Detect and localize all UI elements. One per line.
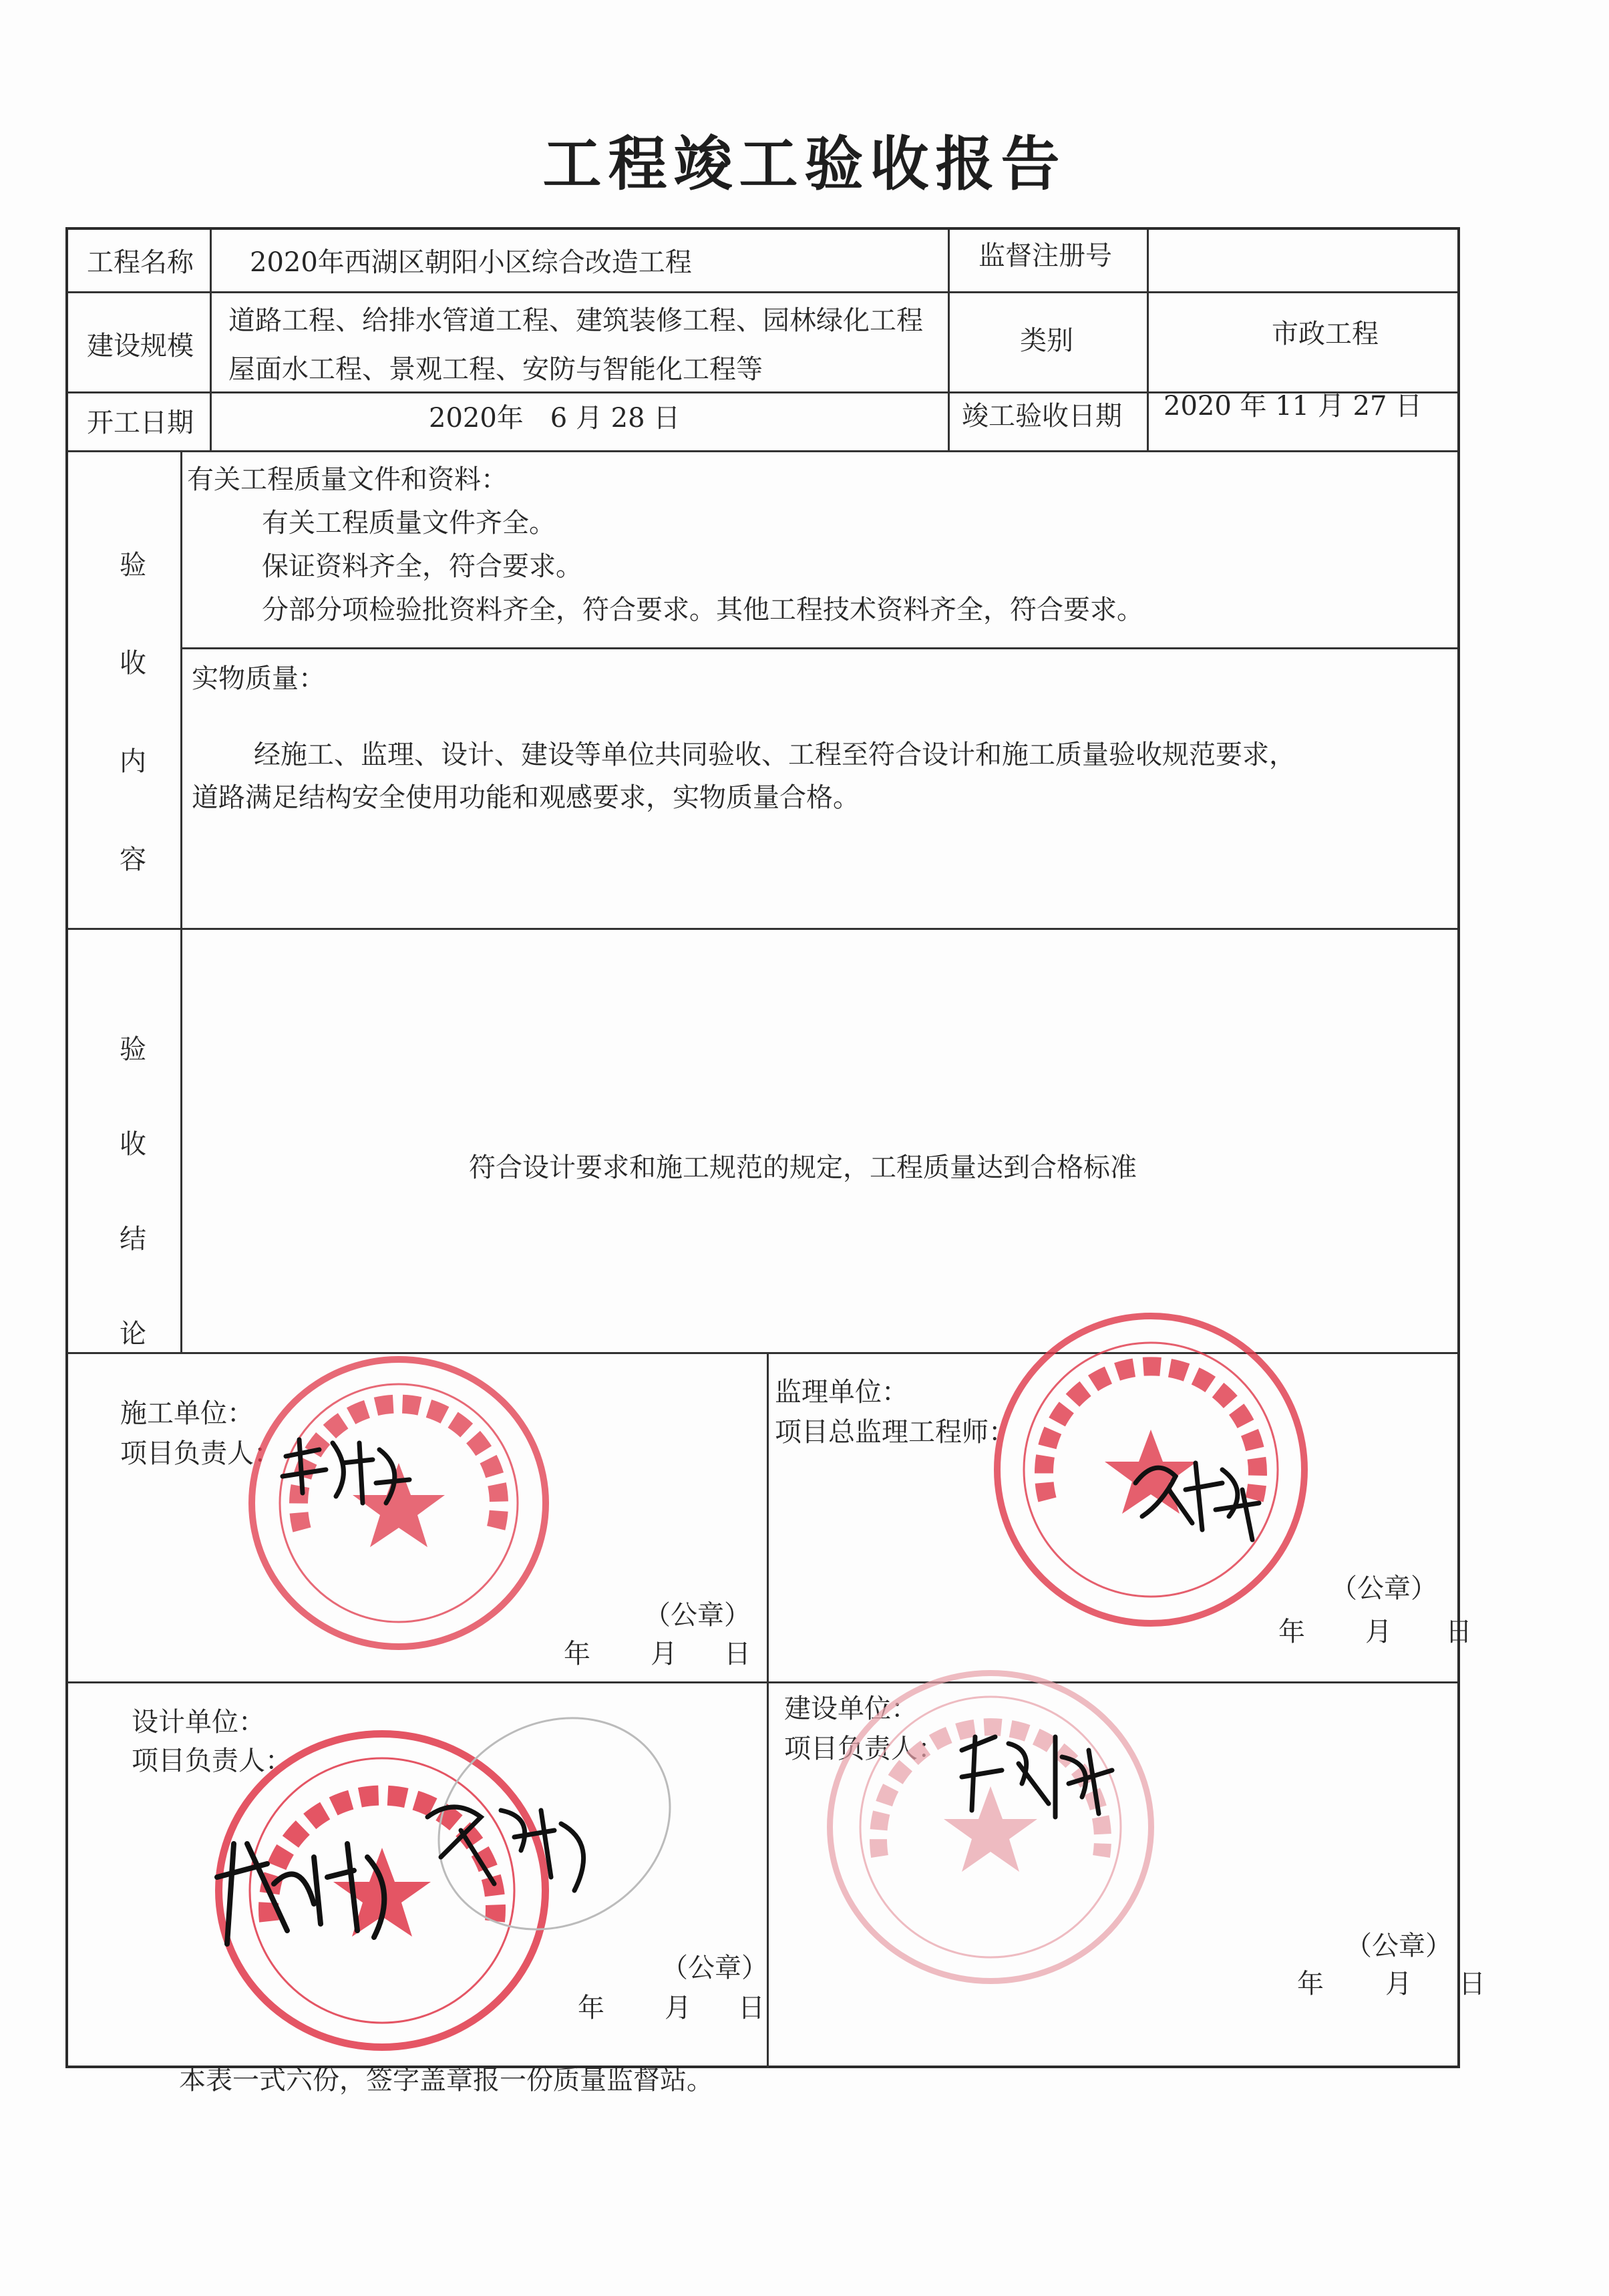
side-char: 收: [120, 1129, 146, 1160]
project-name-value: 2020年西湖区朝阳小区综合改造工程: [250, 247, 692, 278]
design-unit-label: 设计单位：: [132, 1707, 265, 1738]
supervision-unit-label: 监理单位：: [775, 1377, 908, 1408]
start-date-label: 开工日期: [87, 407, 194, 438]
design-signature-second: [421, 1790, 601, 1897]
footnote: 本表一式六份，签字盖章报一份质量监督站。: [179, 2065, 713, 2096]
design-person-label: 项目负责人：: [132, 1746, 292, 1776]
supervision-reg-label: 监督注册号: [978, 240, 1112, 271]
side-char: 验: [120, 550, 146, 581]
owner-year: 年: [1297, 1969, 1324, 1999]
docs-line-3: 分部分项检验批资料齐全，符合要求。其他工程技术资料齐全，符合要求。: [262, 595, 1143, 625]
col-divider: [948, 230, 950, 450]
row-divider: [68, 450, 1457, 452]
owner-month: 月: [1385, 1969, 1412, 1999]
page-title: 工程竣工验收报告: [542, 129, 1067, 198]
owner-seal-label: （公章）: [1345, 1931, 1452, 1961]
completion-date-value: 2020 年 11 月 27 日: [1164, 391, 1423, 422]
owner-signature: [955, 1724, 1115, 1824]
supervision-year: 年: [1278, 1617, 1305, 1647]
side-char: 结: [120, 1224, 146, 1255]
row-divider: [68, 291, 1457, 293]
construction-person-label: 项目负责人：: [120, 1438, 281, 1469]
docs-line-1: 有关工程质量文件齐全。: [262, 508, 556, 538]
docs-line-2: 保证资料齐全，符合要求。: [262, 551, 582, 582]
owner-unit-label: 建设单位：: [784, 1693, 918, 1724]
category-label: 类别: [1020, 325, 1073, 356]
design-day: 日: [738, 1993, 765, 2023]
construction-month: 月: [651, 1639, 677, 1669]
docs-heading: 有关工程质量文件和资料：: [187, 464, 508, 495]
design-year: 年: [578, 1993, 604, 2023]
physical-line-1: 经施工、监理、设计、建设等单位共同验收、工程至符合设计和施工质量验收规范要求，: [254, 740, 1296, 770]
physical-line-2: 道路满足结构安全使用功能和观感要求，实物质量合格。: [192, 782, 860, 813]
construction-seal-label: （公章）: [644, 1600, 751, 1631]
design-month: 月: [665, 1993, 691, 2023]
row-divider: [68, 928, 1457, 930]
construction-signature: [279, 1430, 413, 1516]
start-date-value: 2020年 6 月 28 日: [429, 403, 681, 434]
scale-line-2: 屋面水工程、景观工程、安防与智能化工程等: [228, 354, 763, 385]
construction-unit-label: 施工单位：: [120, 1398, 254, 1429]
col-divider: [1147, 230, 1149, 450]
completion-date-label: 竣工验收日期: [962, 401, 1122, 432]
category-value: 市政工程: [1272, 319, 1379, 349]
supervision-seal-label: （公章）: [1330, 1573, 1437, 1604]
side-char: 论: [120, 1319, 146, 1349]
construction-year: 年: [564, 1639, 590, 1669]
owner-company-stamp: [827, 1670, 1154, 1984]
col-divider: [210, 230, 212, 450]
row-divider: [180, 647, 1457, 649]
owner-person-label: 项目负责人：: [784, 1734, 944, 1764]
design-seal-label: （公章）: [661, 1953, 768, 1983]
side-char: 容: [120, 844, 146, 875]
side-char: 验: [120, 1034, 146, 1065]
physical-heading: 实物质量：: [192, 663, 325, 694]
conclusion-side-label: [110, 1028, 156, 1351]
scale-line-1: 道路工程、给排水管道工程、建筑装修工程、园林绿化工程: [228, 305, 923, 336]
side-char: 内: [120, 746, 146, 777]
col-divider: [180, 450, 182, 1352]
stamp-star-icon: [833, 1676, 1148, 1978]
row-divider: [68, 1681, 1457, 1683]
project-name-label: 工程名称: [87, 247, 194, 278]
side-char: 收: [120, 648, 146, 679]
scale-label: 建设规模: [87, 331, 194, 361]
supervision-person-label: 项目总监理工程师：: [775, 1417, 1015, 1448]
content-side-label: [110, 544, 156, 876]
construction-day: 日: [724, 1639, 751, 1669]
owner-day: 日: [1459, 1969, 1485, 1999]
supervision-day: 日: [1445, 1617, 1472, 1647]
design-signature: [214, 1817, 401, 1951]
supervision-signature: [1129, 1450, 1262, 1543]
supervision-month: 月: [1365, 1617, 1392, 1647]
conclusion-text: 符合设计要求和施工规范的规定，工程质量达到合格标准: [469, 1152, 1137, 1183]
